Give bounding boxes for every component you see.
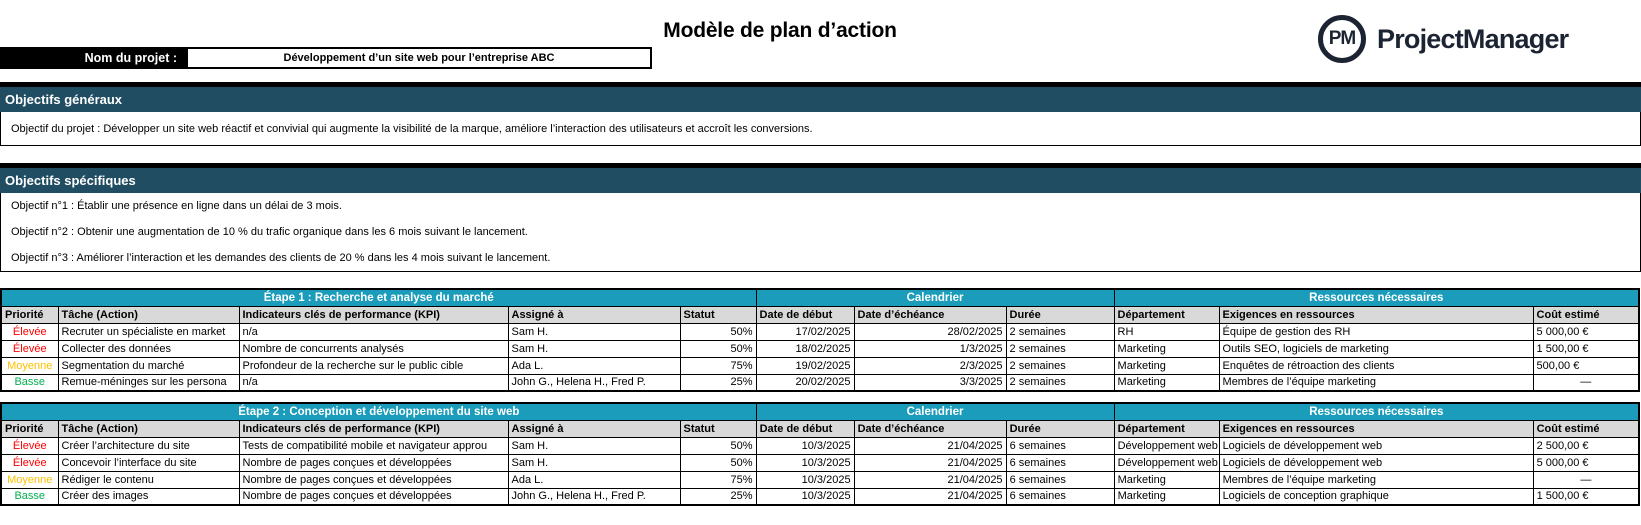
cell-start[interactable]: 10/3/2025 xyxy=(756,471,854,488)
cell-due[interactable]: 21/04/2025 xyxy=(854,454,1006,471)
cell-cost[interactable]: 1 500,00 € xyxy=(1533,340,1639,357)
table-row xyxy=(1,454,1639,471)
objective-line: Objectif n°2 : Obtenir une augmentation de 10 % du trafic organique dans les 6 mois suivant le lancement. xyxy=(11,226,528,238)
stage-title: Étape 1 : Recherche et analyse du marché xyxy=(1,289,756,306)
objective-line: Objectif n°1 : Établir une présence en ligne dans un délai de 3 mois. xyxy=(11,200,342,212)
cell-task[interactable]: Segmentation du marché xyxy=(58,357,239,374)
cell-assignee[interactable]: John G., Helena H., Fred P. xyxy=(508,488,680,505)
cell-department[interactable]: Marketing xyxy=(1114,471,1219,488)
section-general-objectives xyxy=(0,82,1641,146)
cell-start[interactable]: 10/3/2025 xyxy=(756,437,854,454)
cell-task[interactable]: Créer des images xyxy=(58,488,239,505)
cell-department[interactable]: Marketing xyxy=(1114,488,1219,505)
table-row xyxy=(1,340,1639,357)
cell-department[interactable]: Marketing xyxy=(1114,374,1219,391)
cell-start[interactable]: 20/02/2025 xyxy=(756,374,854,391)
stage-table xyxy=(0,288,1640,392)
cell-kpi[interactable]: Tests de compatibilité mobile et navigateur approu xyxy=(239,437,508,454)
column-header: Exigences en ressources xyxy=(1219,420,1533,437)
cell-priority[interactable]: Élevée xyxy=(1,340,58,357)
cell-task[interactable]: Recruter un spécialiste en market xyxy=(58,323,239,340)
cell-kpi[interactable]: Nombre de concurrents analysés xyxy=(239,340,508,357)
column-header: Assigné à xyxy=(508,306,680,323)
section-body-specific xyxy=(0,193,1641,272)
cell-due[interactable]: 21/04/2025 xyxy=(854,488,1006,505)
column-header: Indicateurs clés de performance (KPI) xyxy=(239,420,508,437)
column-header: Date de début xyxy=(756,306,854,323)
cell-cost[interactable]: — xyxy=(1533,374,1639,391)
cell-status[interactable]: 50% xyxy=(680,323,756,340)
group-header-resources: Ressources nécessaires xyxy=(1114,289,1639,306)
cell-priority[interactable]: Élevée xyxy=(1,437,58,454)
cell-kpi[interactable]: n/a xyxy=(239,374,508,391)
column-header: Date d’échéance xyxy=(854,306,1006,323)
cell-department[interactable]: Développement web xyxy=(1114,437,1219,454)
stage-title: Étape 2 : Conception et développement du site web xyxy=(1,403,756,420)
cell-due[interactable]: 3/3/2025 xyxy=(854,374,1006,391)
group-header-resources: Ressources nécessaires xyxy=(1114,403,1639,420)
cell-start[interactable]: 18/02/2025 xyxy=(756,340,854,357)
section-header-general: Objectifs généraux xyxy=(0,87,1641,112)
cell-due[interactable]: 1/3/2025 xyxy=(854,340,1006,357)
cell-task[interactable]: Créer l’architecture du site xyxy=(58,437,239,454)
cell-task[interactable]: Rédiger le contenu xyxy=(58,471,239,488)
cell-kpi[interactable]: Nombre de pages conçues et développées xyxy=(239,471,508,488)
cell-priority[interactable]: Élevée xyxy=(1,454,58,471)
section-body-general xyxy=(0,112,1641,146)
pm-monogram-icon xyxy=(1318,15,1366,63)
cell-status[interactable]: 25% xyxy=(680,374,756,391)
cell-start[interactable]: 10/3/2025 xyxy=(756,488,854,505)
cell-kpi[interactable]: Nombre de pages conçues et développées xyxy=(239,454,508,471)
column-header: Assigné à xyxy=(508,420,680,437)
objective-line: Objectif n°3 : Améliorer l’interaction et les demandes des clients de 20 % dans les 4 mois suivant le lancement. xyxy=(11,252,551,264)
section-header-specific: Objectifs spécifiques xyxy=(0,168,1641,193)
cell-kpi[interactable]: Profondeur de la recherche sur le public cible xyxy=(239,357,508,374)
cell-assignee[interactable]: John G., Helena H., Fred P. xyxy=(508,374,680,391)
cell-duration[interactable]: 6 semaines xyxy=(1006,488,1114,505)
cell-assignee[interactable]: Sam H. xyxy=(508,340,680,357)
cell-resources[interactable]: Logiciels de conception graphique xyxy=(1219,488,1533,505)
section-specific-objectives xyxy=(0,163,1641,272)
cell-assignee[interactable]: Sam H. xyxy=(508,454,680,471)
cell-duration[interactable]: 6 semaines xyxy=(1006,454,1114,471)
cell-cost[interactable]: 500,00 € xyxy=(1533,357,1639,374)
cell-status[interactable]: 50% xyxy=(680,340,756,357)
cell-status[interactable]: 50% xyxy=(680,454,756,471)
cell-kpi[interactable]: n/a xyxy=(239,323,508,340)
cell-cost[interactable]: 2 500,00 € xyxy=(1533,437,1639,454)
cell-task[interactable]: Remue-méninges sur les persona xyxy=(58,374,239,391)
cell-assignee[interactable]: Ada L. xyxy=(508,471,680,488)
column-header: Statut xyxy=(680,420,756,437)
group-header-calendar: Calendrier xyxy=(756,403,1114,420)
cell-cost[interactable]: 5 000,00 € xyxy=(1533,323,1639,340)
cell-assignee[interactable]: Sam H. xyxy=(508,323,680,340)
cell-due[interactable]: 28/02/2025 xyxy=(854,323,1006,340)
cell-kpi[interactable]: Nombre de pages conçues et développées xyxy=(239,488,508,505)
cell-start[interactable]: 17/02/2025 xyxy=(756,323,854,340)
cell-department[interactable]: Marketing xyxy=(1114,357,1219,374)
cell-priority[interactable]: Basse xyxy=(1,488,58,505)
cell-status[interactable]: 50% xyxy=(680,437,756,454)
column-header: Coût estimé xyxy=(1533,420,1639,437)
cell-assignee[interactable]: Ada L. xyxy=(508,357,680,374)
table-row xyxy=(1,323,1639,340)
cell-due[interactable]: 21/04/2025 xyxy=(854,471,1006,488)
column-header: Durée xyxy=(1006,420,1114,437)
table-row xyxy=(1,488,1639,505)
cell-duration[interactable]: 2 semaines xyxy=(1006,374,1114,391)
cell-cost[interactable]: — xyxy=(1533,471,1639,488)
cell-due[interactable]: 2/3/2025 xyxy=(854,357,1006,374)
page-title: Modèle de plan d’action xyxy=(663,19,897,42)
column-header: Priorité xyxy=(1,306,58,323)
stage-2-table xyxy=(0,402,1640,506)
cell-cost[interactable]: 1 500,00 € xyxy=(1533,488,1639,505)
cell-start[interactable]: 19/02/2025 xyxy=(756,357,854,374)
column-header: Département xyxy=(1114,420,1219,437)
cell-status[interactable]: 75% xyxy=(680,471,756,488)
cell-resources[interactable]: Enquêtes de rétroaction des clients xyxy=(1219,357,1533,374)
cell-status[interactable]: 25% xyxy=(680,488,756,505)
brand-name: ProjectManager xyxy=(1377,23,1569,54)
table-row xyxy=(1,437,1639,454)
column-header: Durée xyxy=(1006,306,1114,323)
cell-start[interactable]: 10/3/2025 xyxy=(756,454,854,471)
cell-department[interactable]: RH xyxy=(1114,323,1219,340)
cell-resources[interactable]: Outils SEO, logiciels de marketing xyxy=(1219,340,1533,357)
column-header: Tâche (Action) xyxy=(58,306,239,323)
cell-resources[interactable]: Logiciels de développement web xyxy=(1219,454,1533,471)
cell-resources[interactable]: Membres de l’équipe marketing xyxy=(1219,471,1533,488)
pm-monogram-text: PM xyxy=(1328,28,1356,49)
cell-department[interactable]: Développement web xyxy=(1114,454,1219,471)
column-header: Date d’échéance xyxy=(854,420,1006,437)
cell-resources[interactable]: Équipe de gestion des RH xyxy=(1219,323,1533,340)
stage-1-table xyxy=(0,288,1640,392)
cell-task[interactable]: Collecter des données xyxy=(58,340,239,357)
cell-duration[interactable]: 2 semaines xyxy=(1006,357,1114,374)
column-header: Tâche (Action) xyxy=(58,420,239,437)
project-name-label: Nom du projet : xyxy=(0,47,186,69)
cell-resources[interactable]: Logiciels de développement web xyxy=(1219,437,1533,454)
table-row xyxy=(1,374,1639,391)
stage-table xyxy=(0,402,1640,506)
cell-priority[interactable]: Moyenne xyxy=(1,471,58,488)
cell-cost[interactable]: 5 000,00 € xyxy=(1533,454,1639,471)
column-header: Exigences en ressources xyxy=(1219,306,1533,323)
column-header: Indicateurs clés de performance (KPI) xyxy=(239,306,508,323)
cell-priority[interactable]: Moyenne xyxy=(1,357,58,374)
objective-line: Objectif du projet : Développer un site web réactif et convivial qui augmente la visibilité de la marque, améliore l’interaction des utilisateurs et accroît les conversions. xyxy=(11,122,813,135)
column-header: Date de début xyxy=(756,420,854,437)
cell-duration[interactable]: 2 semaines xyxy=(1006,340,1114,357)
column-header: Département xyxy=(1114,306,1219,323)
cell-due[interactable]: 21/04/2025 xyxy=(854,437,1006,454)
column-header: Priorité xyxy=(1,420,58,437)
cell-resources[interactable]: Membres de l’équipe marketing xyxy=(1219,374,1533,391)
cell-task[interactable]: Concevoir l’interface du site xyxy=(58,454,239,471)
column-header: Coût estimé xyxy=(1533,306,1639,323)
cell-priority[interactable]: Basse xyxy=(1,374,58,391)
projectmanager-logo xyxy=(1318,15,1568,63)
cell-duration[interactable]: 6 semaines xyxy=(1006,471,1114,488)
cell-duration[interactable]: 2 semaines xyxy=(1006,323,1114,340)
table-row xyxy=(1,471,1639,488)
column-header: Statut xyxy=(680,306,756,323)
cell-duration[interactable]: 6 semaines xyxy=(1006,437,1114,454)
cell-status[interactable]: 75% xyxy=(680,357,756,374)
table-row xyxy=(1,357,1639,374)
project-name-field[interactable]: Développement d’un site web pour l’entreprise ABC xyxy=(186,47,652,69)
cell-department[interactable]: Marketing xyxy=(1114,340,1219,357)
cell-assignee[interactable]: Sam H. xyxy=(508,437,680,454)
cell-priority[interactable]: Élevée xyxy=(1,323,58,340)
group-header-calendar: Calendrier xyxy=(756,289,1114,306)
